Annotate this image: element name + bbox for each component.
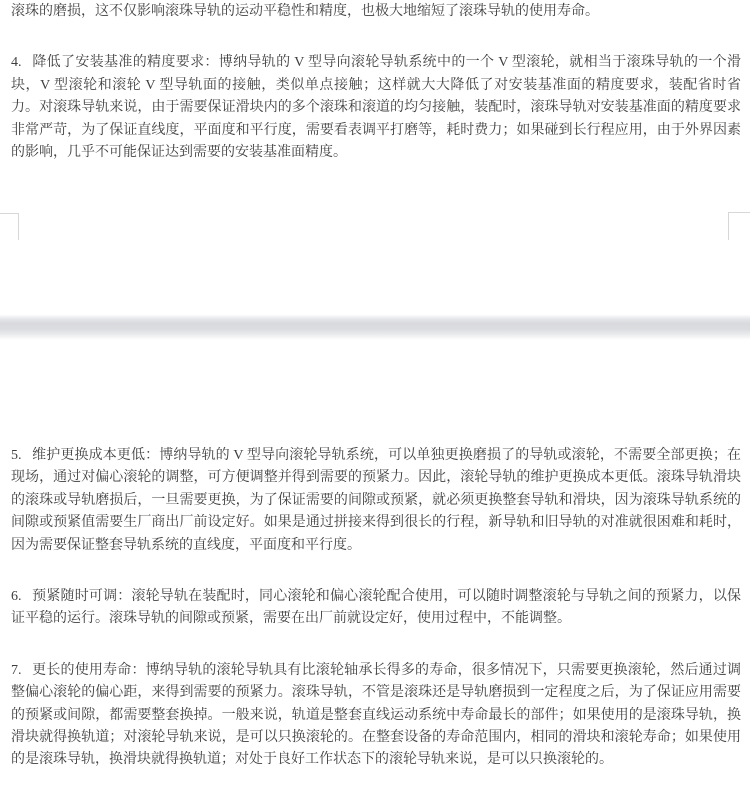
- paragraph-item-4: [11, 52, 741, 164]
- paragraph-4-number: 4.: [11, 55, 22, 71]
- page-2-text-area: [0, 340, 750, 772]
- paragraph-5-number: 5.: [11, 448, 22, 463]
- paragraph-item-5: [11, 445, 741, 557]
- document-page-2[interactable]: [0, 340, 750, 787]
- paragraph-item-6: [11, 586, 741, 631]
- paragraph-6-text: 预紧随时可调：滚轮导轨在装配时，同心滚轮和偏心滚轮配合使用，可以随时调整滚轮与导轨之间的预紧力，以保证平稳的运行。滚珠导轨的间隙或预紧，需要在出厂前就设定好，使用过程中，不能调整。: [11, 589, 741, 627]
- paragraph-continued: [11, 1, 741, 23]
- paragraph-item-7: [11, 660, 741, 772]
- document-page-1[interactable]: [0, 0, 750, 315]
- paragraph-6-number: 6.: [11, 589, 22, 605]
- paragraph-7-text: 更长的使用寿命：博纳导轨的滚轮导轨具有比滚轮轴承长得多的寿命，很多情况下，只需要更换滚轮，然后通过调整偏心滚轮的偏心距，来得到需要的预紧力。滚珠导轨，不管是滚珠还是导轨磨损到一定程度之后，为了保证应用需要的预紧或间隙，都需要整套换掉。一般来说，轨道是整套直线运动系统中寿命最长的部件；如果使用的是滚珠导轨，换滑块就得换轨道；对滚轮导轨来说，是可以只换滚轮的。在整套设备的寿命范围内，相同的滑块和滚轮寿命；如果使用的是滚珠导轨，换滑块就得换轨道；对处于良好工作状态下的滚轮导轨来说，是可以只换滚轮的。: [11, 662, 741, 768]
- page-1-text-area: [0, 0, 750, 164]
- paragraph-continued-text: 滚珠的磨损，这不仅影响滚珠导轨的运动平稳性和精度，也极大地缩短了滚珠导轨的使用寿命。: [11, 4, 599, 19]
- paragraph-4-text: 降低了安装基准的精度要求：博纳导轨的 V 型导向滚轮导轨系统中的一个 V 型滚轮，就相当于滚珠导轨的一个滑块，V 型滚轮和滚轮 V 型导轨面的接触，类似单点接触；这样就大大降低了对安装基准面的精度要求，装配省时省力。对滚珠导轨来说，由于需要保证滑块内的多个滚珠和滚道的均匀接触，装配时，滚珠导轨对安装基准面的精度要求非常严苛，为了保证直线度，平面度和平行度，需要看表调平打磨等，耗时费力；如果碰到长行程应用，由于外界因素的影响，几乎不可能保证达到需要的安装基准面精度。: [11, 55, 741, 161]
- paragraph-7-number: 7.: [11, 662, 22, 678]
- paragraph-5-text: 维护更换成本更低：博纳导轨的 V 型导向滚轮导轨系统，可以单独更换磨损了的导轨或滚轮，不需要全部更换；在现场，通过对偏心滚轮的调整，可方便调整并得到需要的预紧力。因此，滚轮导轨的维护更换成本更低。滚珠导轨滑块的滚珠或导轨磨损后，一旦需要更换，为了保证需要的间隙或预紧，就必须更换整套导轨和滑块，因为滚珠导轨系统的间隙或预紧值需要生厂商出厂前设定好。如果是通过拼接来得到很长的行程，新导轨和旧导轨的对准就很困难和耗时，因为需要保证整套导轨系统的直线度，平面度和平行度。: [11, 448, 741, 553]
- page-break-gap: [0, 315, 750, 340]
